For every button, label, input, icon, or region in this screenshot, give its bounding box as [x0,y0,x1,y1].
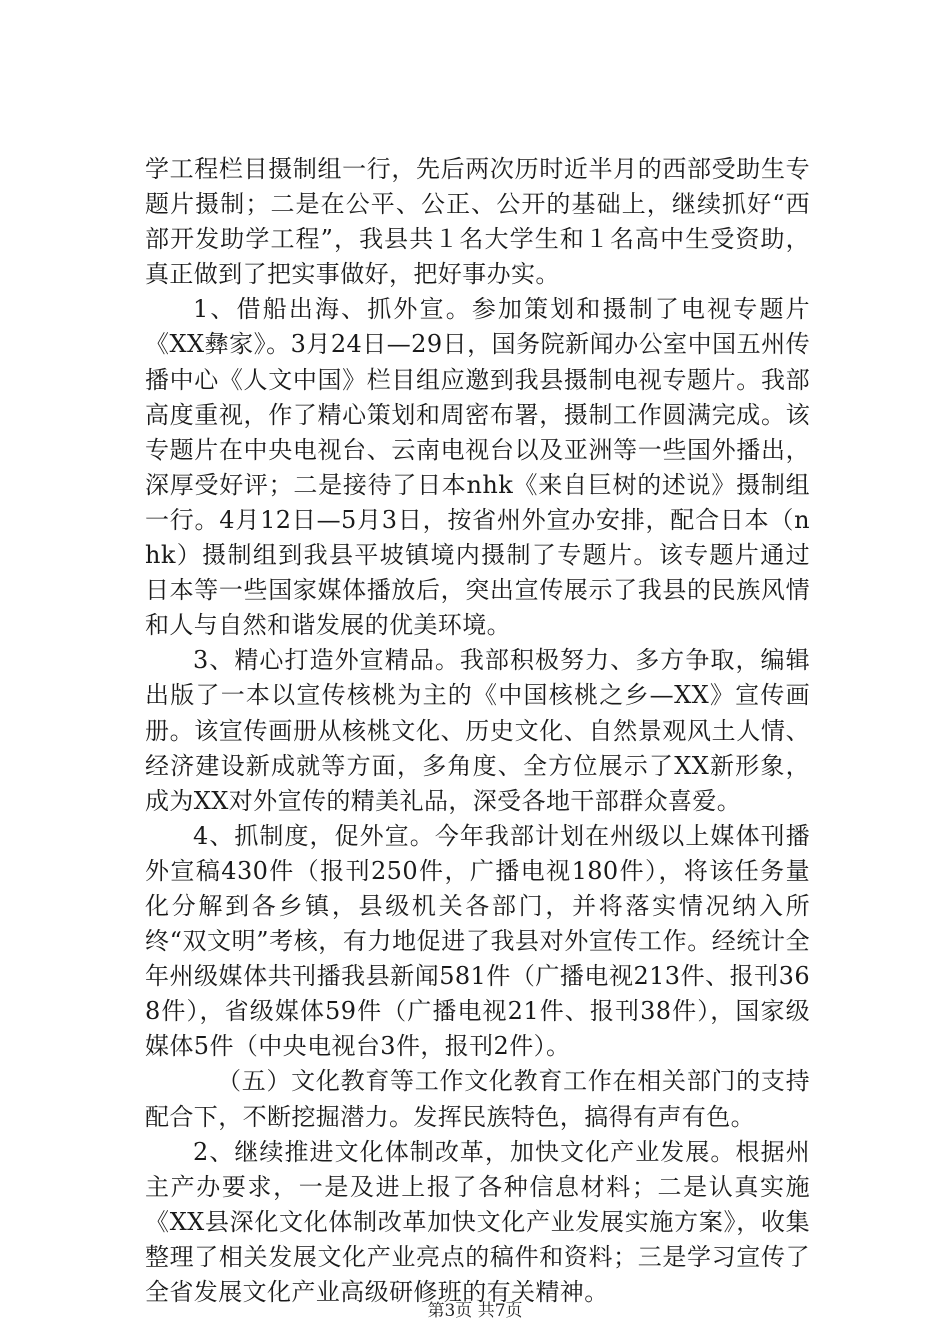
paragraph-item-1: 1、借船出海、抓外宣。参加策划和摄制了电视专题片《XX彝家》。3月24日—29日，国务院新闻办公室中国五州传播中心《人文中国》栏目组应邀到我县摄制电视专题片。我部高度重视，作了精心策划和周密布署，摄制工作圆满完成。该专题片在中央电视台、云南电视台以及亚洲等一些国外播出，深厚受好评；二是接待了日本nhk《来自巨树的述说》摄制组一行。4月12日—5月3日，按省州外宣办安排，配合日本（nhk）摄制组到我县平坡镇境内摄制了专题片。该专题片通过日本等一些国家媒体播放后，突出宣传展示了我县的民族风情和人与自然和谐发展的优美环境。 [145,295,810,640]
paragraph-item-4: 4、抓制度，促外宣。今年我部计划在州级以上媒体刊播外宣稿430件（报刊250件，广播电视180件），将该任务量化分解到各乡镇，县级机关各部门，并将落实情况纳入所终“双文明”考核，有力地促进了我县对外宣传工作。经统计全年州级媒体共刊播我县新闻581件（广播电视213件、报刊368件），省级媒体59件（广播电视21件、报刊38件），国家级媒体5件（中央电视台3件，报刊2件）。 [145,821,810,1061]
paragraph-item-2: 2、继续推进文化体制改革，加快文化产业发展。根据州主产办要求，一是及进上报了各种信息材料；二是认真实施《XX县深化文化体制改革加快文化产业发展实施方案》，收集整理了相关发展文化产业亮点的稿件和资料；三是学习宣传了全省发展文化产业高级研修班的有关精神。 [145,1137,810,1306]
paragraph-section-5: （五）文化教育等工作文化教育工作在相关部门的支持配合下，不断挖掘潜力。发挥民族特色，搞得有声有色。 [145,1067,810,1131]
document-body [145,152,810,1310]
paragraph-continuation: 学工程栏目摄制组一行，先后两次历时近半月的西部受助生专题片摄制；二是在公平、公正、公开的基础上，继续抓好“西部开发助学工程”，我县共１名大学生和１名高中生受资助，真正做到了把实事做好，把好事办实。 [145,155,810,289]
page-number-footer: 第3页 共7页 [427,1301,523,1321]
paragraph-item-3: 3、精心打造外宣精品。我部积极努力、多方争取，编辑出版了一本以宣传核桃为主的《中国核桃之乡—XX》宣传画册。该宣传画册从核桃文化、历史文化、自然景观风土人情、经济建设新成就等方面，多角度、全方位展示了XX新形象，成为XX对外宣传的精美礼品，深受各地干部群众喜爱。 [145,646,810,815]
